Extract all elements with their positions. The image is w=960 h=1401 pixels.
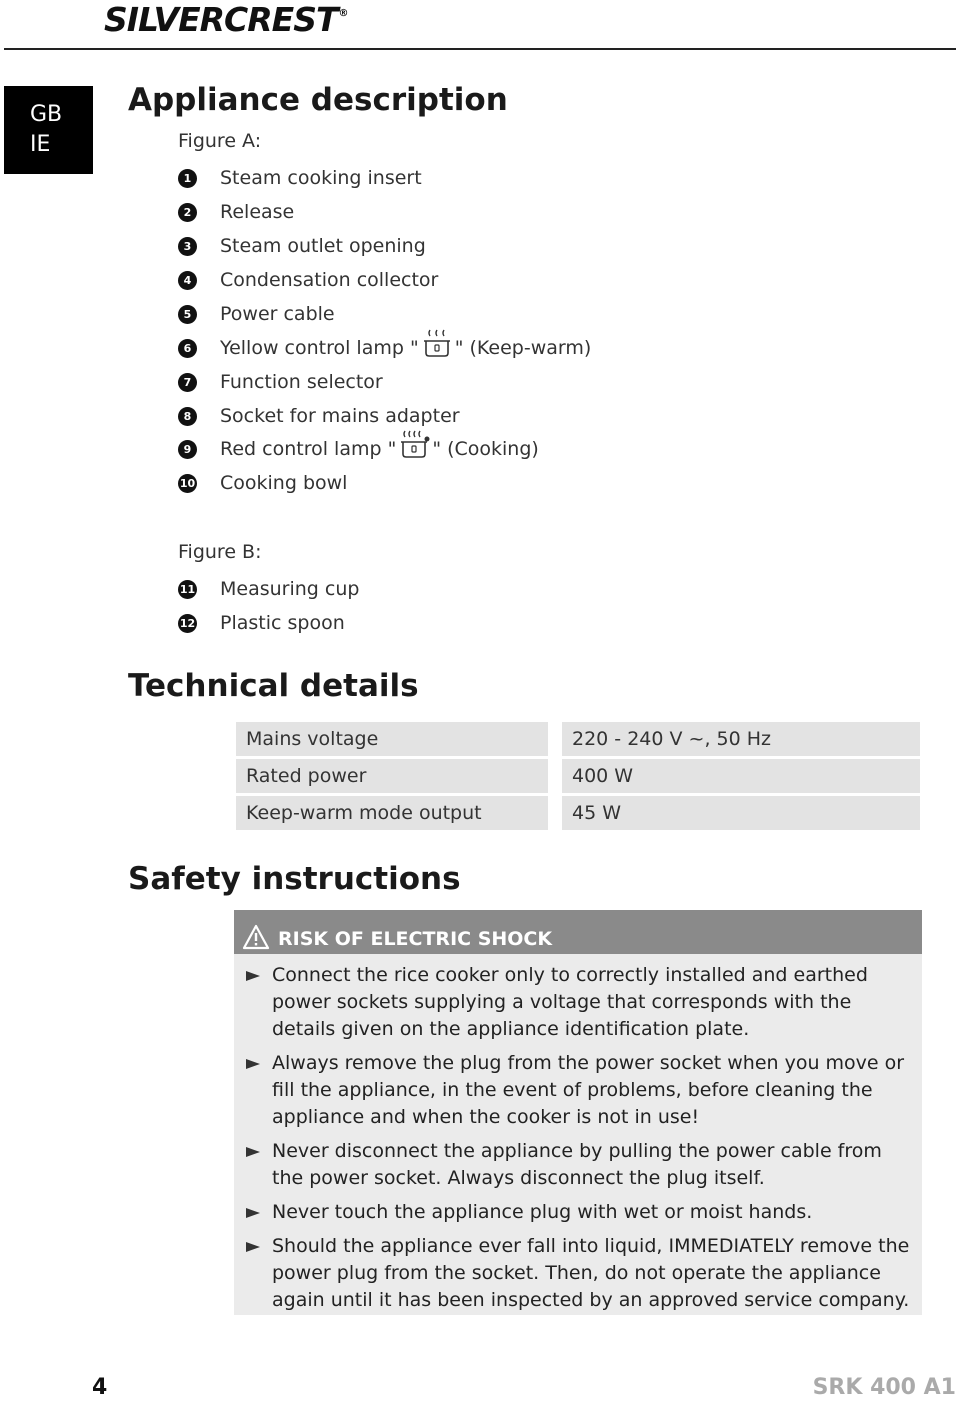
item-number: 7 — [178, 373, 197, 392]
part-item — [178, 576, 359, 602]
part-item — [178, 335, 591, 361]
item-label: Cooking bowl — [220, 472, 348, 494]
registered-mark: ® — [338, 8, 348, 19]
item-label: Plastic spoon — [220, 612, 345, 634]
warning-heading: RISK OF ELECTRIC SHOCK — [278, 928, 553, 950]
warning-header — [234, 910, 922, 954]
item-label-start: Red control lamp " — [220, 438, 397, 460]
table-row — [236, 796, 920, 830]
spec-value: 45 W — [562, 796, 920, 830]
bullet-text: Never touch the appliance plug with wet or moist hands. — [272, 1201, 813, 1223]
item-label: Function selector — [220, 371, 383, 393]
list-item — [246, 1233, 914, 1314]
brand-name: SILVERCREST — [104, 0, 338, 39]
safety-bullet-list — [234, 954, 922, 1314]
part-item — [178, 199, 294, 225]
figure-b-label: Figure B: — [178, 541, 262, 563]
language-tab — [4, 86, 93, 174]
header-rule — [4, 48, 956, 50]
appliance-description-title: Appliance description — [128, 82, 508, 118]
table-row — [236, 759, 920, 793]
item-number: 4 — [178, 271, 197, 290]
bullet-arrow-icon — [246, 1138, 272, 1192]
item-number: 3 — [178, 237, 197, 256]
bullet-arrow-icon — [246, 962, 272, 1043]
item-label-end: " (Cooking) — [432, 438, 539, 460]
item-number: 1 — [178, 169, 197, 188]
list-item — [246, 962, 914, 1043]
part-item — [178, 233, 426, 259]
technical-details-title: Technical details — [128, 668, 419, 704]
keep-warm-icon — [419, 328, 455, 358]
item-number: 8 — [178, 407, 197, 426]
item-label-end: " (Keep-warm) — [454, 337, 592, 359]
figure-a-label: Figure A: — [178, 130, 262, 152]
item-label: Measuring cup — [220, 578, 360, 600]
list-item — [246, 1199, 914, 1226]
bullet-text: Connect the rice cooker only to correctly installed and earthed power sockets supplying a voltage that corresponds with the details given on the appliance identification plate. — [272, 964, 868, 1040]
warning-box — [234, 910, 922, 1315]
item-label: Condensation collector — [220, 269, 439, 291]
part-item — [178, 610, 345, 636]
part-item — [178, 470, 347, 496]
item-number: 6 — [178, 339, 197, 358]
list-item — [246, 1050, 914, 1131]
item-label: Power cable — [220, 303, 335, 325]
item-label: Steam cooking insert — [220, 167, 422, 189]
spec-key: Keep-warm mode output — [236, 796, 562, 830]
bullet-text: Never disconnect the appliance by pulling the power cable from the power socket. Always disconnect the plug itself. — [272, 1140, 882, 1189]
part-item — [178, 369, 383, 395]
bullet-arrow-icon — [246, 1050, 272, 1131]
bullet-text: Always remove the plug from the power socket when you move or fill the appliance, in the event of problems, before cleaning the appliance and when the cooker is not in use! — [272, 1052, 905, 1128]
language-ie: IE — [30, 132, 51, 157]
bullet-arrow-icon — [246, 1233, 272, 1314]
spec-value: 220 - 240 V ~, 50 Hz — [562, 722, 920, 756]
item-number: 5 — [178, 305, 197, 324]
table-row — [236, 722, 920, 756]
spec-key: Mains voltage — [236, 722, 562, 756]
item-label: Socket for mains adapter — [220, 405, 460, 427]
part-item — [178, 165, 422, 191]
part-item — [178, 301, 335, 327]
bullet-text: Should the appliance ever fall into liquid, IMMEDIATELY remove the power plug from the socket. Then, do not operate the appliance again until it has been inspected by an approved service company. — [272, 1235, 910, 1311]
brand-logo — [104, 0, 347, 39]
part-item — [178, 403, 460, 429]
item-number: 10 — [178, 474, 197, 493]
item-number: 11 — [178, 580, 197, 599]
warning-triangle-icon — [242, 924, 270, 950]
bullet-arrow-icon — [246, 1199, 272, 1226]
spec-value: 400 W — [562, 759, 920, 793]
part-item — [178, 436, 539, 462]
cooking-icon — [396, 429, 432, 459]
list-item — [246, 1138, 914, 1192]
technical-details-table — [236, 719, 920, 833]
safety-instructions-title: Safety instructions — [128, 861, 461, 897]
language-gb: GB — [30, 102, 63, 127]
item-number: 2 — [178, 203, 197, 222]
item-label: Steam outlet opening — [220, 235, 426, 257]
item-label: Release — [220, 201, 295, 223]
spec-key: Rated power — [236, 759, 562, 793]
item-number: 12 — [178, 614, 197, 633]
page-number: 4 — [92, 1375, 108, 1400]
part-item — [178, 267, 438, 293]
item-number: 9 — [178, 440, 197, 459]
model-number: SRK 400 A1 — [812, 1375, 956, 1400]
item-label-start: Yellow control lamp " — [220, 337, 419, 359]
